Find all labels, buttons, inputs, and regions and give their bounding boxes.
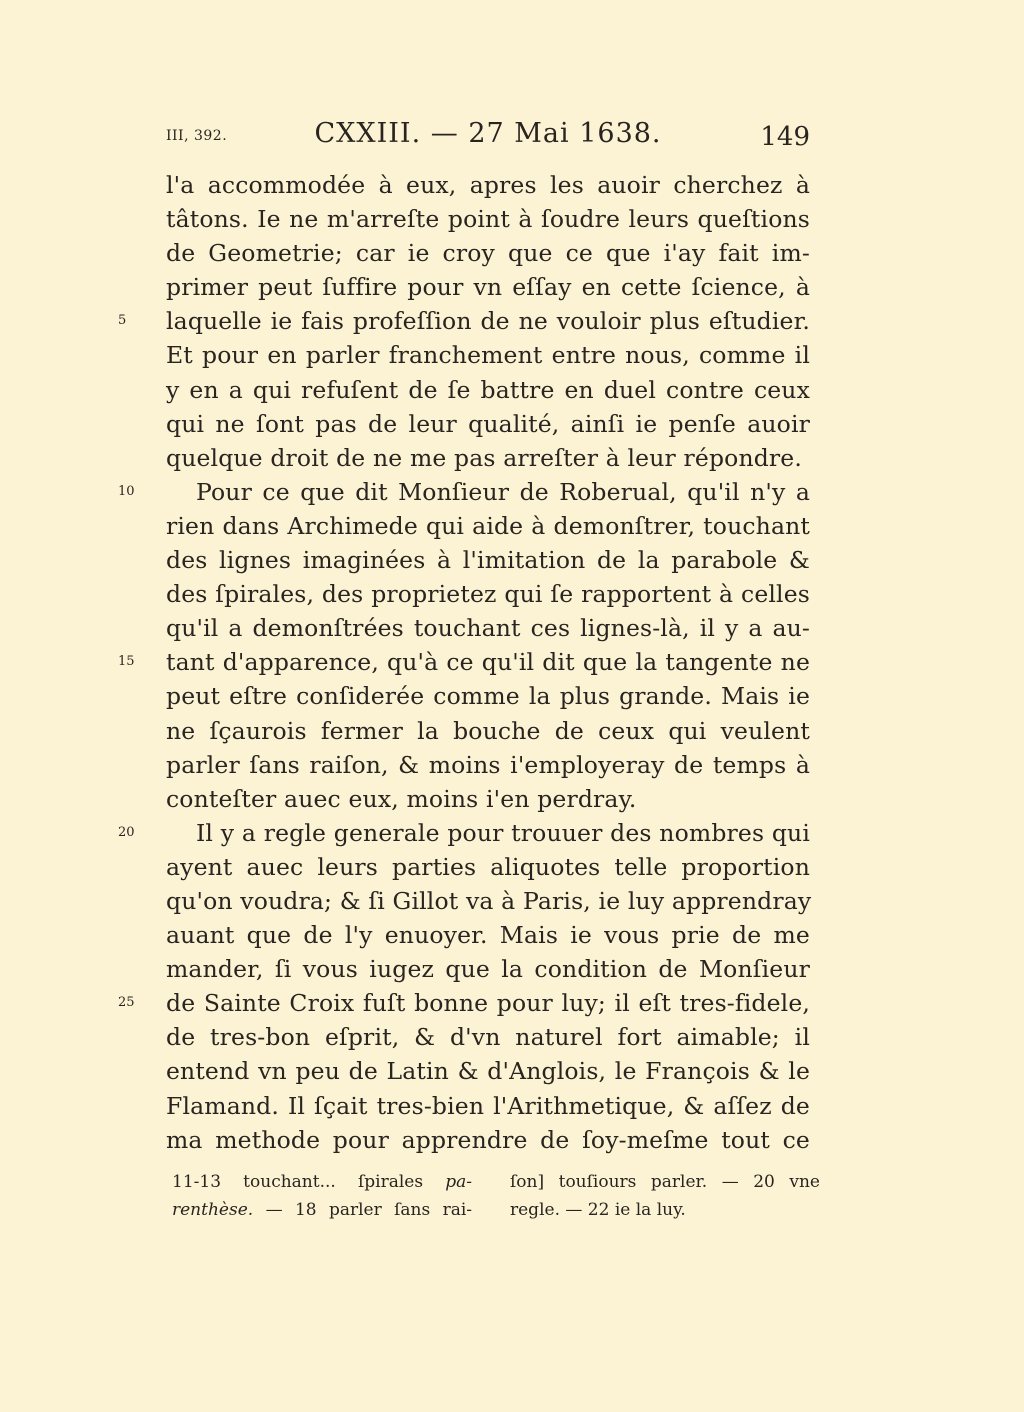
text-line: entend vn peu de Latin & d'Anglois, le François & le bbox=[166, 1057, 810, 1086]
text-line: de tres-bon eſprit, & d'vn naturel fort aimable; il bbox=[166, 1023, 810, 1052]
line-number: 5 bbox=[118, 313, 127, 328]
text-line: qui ne ſont pas de leur qualité, ainſi ie penſe auoir bbox=[166, 409, 810, 438]
text-line: auant que de l'y enuoyer. Mais ie vous prie de me bbox=[166, 921, 810, 950]
text-line: Pour ce que dit Monſieur de Roberual, qu'il n'y a bbox=[196, 477, 810, 506]
footnote-text: — 18 parler ſans rai- bbox=[265, 1200, 473, 1220]
text-line: tant d'apparence, qu'à ce qu'il dit que la tangente ne bbox=[166, 648, 810, 677]
line-number: 15 bbox=[118, 654, 135, 669]
footnote-column-left bbox=[172, 1168, 472, 1224]
footnote-line bbox=[172, 1168, 472, 1196]
text-line: quelque droit de ne me pas arreſter à leur répondre. bbox=[166, 443, 802, 472]
line-number: 20 bbox=[118, 825, 135, 840]
text-line: mander, ſi vous iugez que la condition de Monſieur bbox=[166, 955, 810, 984]
footnote-line: ſon] touſiours parler. — 20 vne bbox=[510, 1172, 820, 1192]
text-line: Flamand. Il ſçait tres-bien l'Arithmetique, & aſſez de bbox=[166, 1091, 810, 1120]
text-line: ma methode pour apprendre de ſoy-meſme tout ce bbox=[166, 1125, 810, 1154]
footnote-italic: renthèse. bbox=[172, 1200, 254, 1220]
text-line: ayent auec leurs parties aliquotes telle proportion bbox=[166, 852, 810, 881]
letter-heading: CXXIII. — 27 Mai 1638. bbox=[314, 118, 662, 149]
text-line: qu'on voudra; & ſi Gillot va à Paris, ie luy apprendray bbox=[166, 886, 812, 915]
text-line: primer peut ſuffire pour vn eſſay en cette ſcience, à bbox=[166, 273, 810, 302]
text-line: des lignes imaginées à l'imitation de la parabole & bbox=[166, 546, 810, 575]
text-line: des ſpirales, des proprietez qui ſe rapportent à celles bbox=[166, 580, 810, 609]
footnote-text: 11-13 touchant... ſpirales bbox=[172, 1172, 424, 1192]
text-line: de Geometrie; car ie croy que ce que i'ay fait im- bbox=[166, 239, 810, 268]
text-line: ne ſçaurois fermer la bouche de ceux qui veulent bbox=[166, 716, 810, 745]
line-number: 10 bbox=[118, 484, 135, 499]
running-header bbox=[166, 118, 810, 158]
text-line: rien dans Archimede qui aide à demonſtrer, touchant bbox=[166, 511, 810, 540]
text-line: conteſter auec eux, moins i'en perdray. bbox=[166, 784, 637, 813]
text-line: de Sainte Croix fuſt bonne pour luy; il eſt tres-fidele, bbox=[166, 989, 810, 1018]
text-line: parler ſans raiſon, & moins i'employeray de temps à bbox=[166, 750, 810, 779]
text-line: qu'il a demonſtrées touchant ces lignes-là, il y a au- bbox=[166, 614, 810, 643]
text-line: tâtons. Ie ne m'arreſte point à ſoudre leurs queſtions bbox=[166, 205, 810, 234]
text-line: l'a accommodée à eux, apres les auoir cherchez à bbox=[166, 171, 810, 199]
text-line: laquelle ie fais profeſſion de ne vouloir plus eſtudier. bbox=[166, 307, 810, 336]
text-line: Et pour en parler franchement entre nous, comme il bbox=[166, 341, 810, 370]
text-line: Il y a regle generale pour trouuer des nombres qui bbox=[196, 818, 810, 847]
footnote-column-right bbox=[510, 1168, 820, 1224]
letter-body bbox=[166, 168, 810, 1157]
footnote-italic: pa- bbox=[445, 1172, 472, 1192]
page-number: 149 bbox=[760, 122, 810, 152]
footnote-line: regle. — 22 ie la luy. bbox=[510, 1200, 686, 1220]
line-number: 25 bbox=[118, 995, 135, 1010]
text-line: y en a qui refuſent de ſe battre en duel contre ceux bbox=[166, 375, 810, 404]
footnote-line bbox=[172, 1196, 472, 1224]
volume-reference: III, 392. bbox=[166, 128, 228, 144]
text-line: peut eſtre conſiderée comme la plus grande. Mais ie bbox=[166, 682, 810, 711]
